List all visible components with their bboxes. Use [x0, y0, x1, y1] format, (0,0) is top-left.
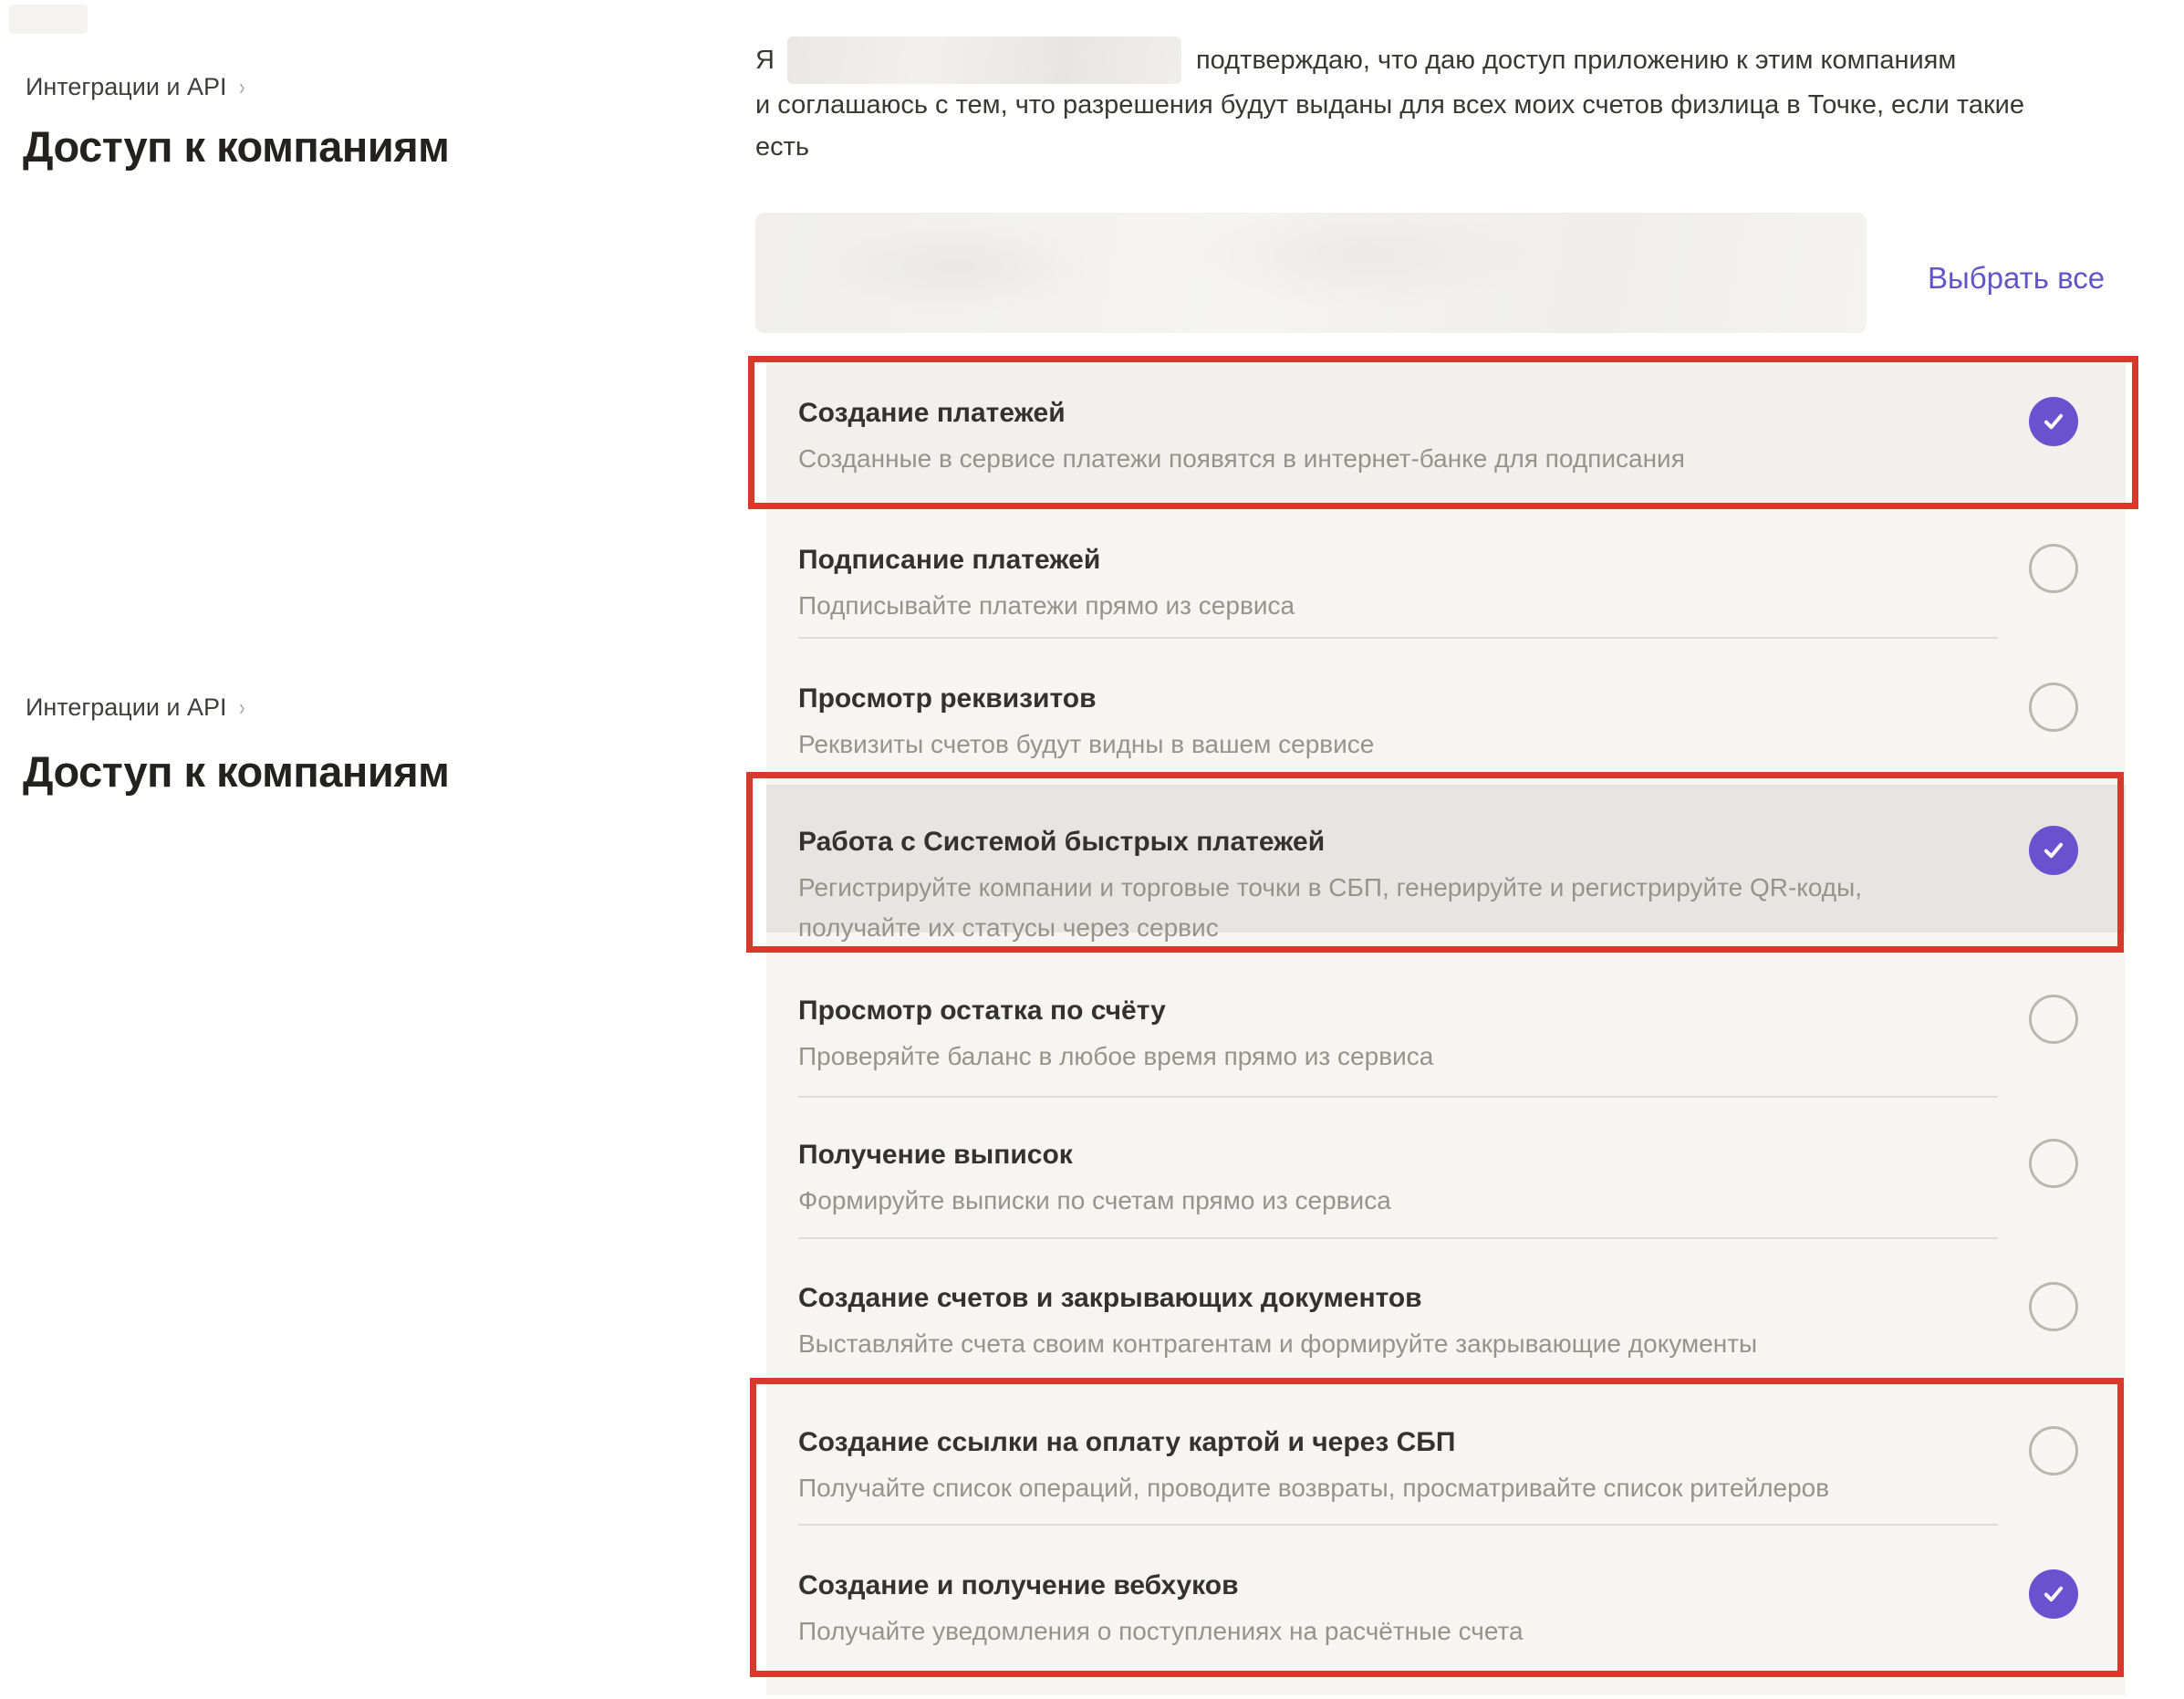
permission-title: Просмотр остатка по счёту: [798, 995, 1166, 1026]
permission-row[interactable]: [766, 1528, 2126, 1674]
permission-toggle[interactable]: [2029, 826, 2078, 875]
permission-row[interactable]: [766, 1382, 2126, 1526]
row-divider: [798, 1096, 1998, 1098]
permission-toggle[interactable]: [2029, 544, 2078, 593]
permission-toggle[interactable]: [2029, 397, 2078, 446]
permission-title: Работа с Системой быстрых платежей: [798, 827, 1326, 857]
row-divider: [798, 1237, 1998, 1239]
permission-description: Выставляйте счета своим контрагентам и формируйте закрывающие документы: [798, 1329, 1758, 1358]
permission-toggle[interactable]: [2029, 995, 2078, 1044]
permission-title: Создание и получение вебхуков: [798, 1570, 1239, 1600]
page-title: Доступ к компаниям: [23, 122, 450, 171]
permission-row[interactable]: [766, 954, 2126, 1098]
consent-line3: есть: [755, 132, 810, 162]
breadcrumb-label: Интеграции и API: [26, 693, 227, 721]
breadcrumb[interactable]: [26, 693, 245, 722]
redacted-user-name: [787, 36, 1181, 84]
permission-row[interactable]: [766, 785, 2126, 942]
permission-toggle[interactable]: [2029, 1426, 2078, 1475]
permission-description: Проверяйте баланс в любое время прямо из сервиса: [798, 1042, 1434, 1070]
check-icon: [2040, 837, 2067, 864]
chevron-right-icon: ›: [238, 693, 244, 721]
row-divider: [798, 1524, 1998, 1526]
permission-title: Получение выписок: [798, 1140, 1073, 1170]
check-icon: [2040, 408, 2067, 435]
redacted-company-bar[interactable]: [755, 213, 1867, 333]
consent-line1-prefix: Я: [755, 46, 775, 75]
permission-toggle[interactable]: [2029, 1282, 2078, 1331]
permission-description: Получайте уведомления о поступлениях на расчётные счета: [798, 1617, 1524, 1645]
consent-line1-suffix: подтверждаю, что даю доступ приложению к этим компаниям: [1195, 46, 1957, 75]
chevron-right-icon: ›: [238, 73, 244, 100]
permission-toggle[interactable]: [2029, 683, 2078, 732]
breadcrumb[interactable]: [26, 73, 245, 101]
permission-description: Формируйте выписки по счетам прямо из сервиса: [798, 1186, 1391, 1214]
permission-title: Подписание платежей: [798, 545, 1101, 575]
permission-description: Регистрируйте компании и торговые точки в СБП, генерируйте и регистрируйте QR-коды, получайте их статусы через сервис: [798, 873, 1863, 942]
redacted-top-left-chip: [9, 5, 88, 34]
permission-title: Создание платежей: [798, 398, 1066, 428]
permission-row[interactable]: [766, 507, 2126, 639]
consent-text: [755, 36, 2124, 168]
permission-row[interactable]: [766, 365, 2126, 507]
permission-title: Просмотр реквизитов: [798, 683, 1097, 714]
page-title: Доступ к компаниям: [23, 747, 450, 796]
select-all-link[interactable]: Выбрать все: [1928, 261, 2106, 295]
permission-row[interactable]: [766, 639, 2126, 772]
permission-title: Создание счетов и закрывающих документов: [798, 1283, 1422, 1313]
permission-row[interactable]: [766, 1100, 2126, 1239]
permission-description: Реквизиты счетов будут видны в вашем сервисе: [798, 730, 1375, 758]
check-icon: [2040, 1580, 2067, 1608]
permission-row[interactable]: [766, 1242, 2126, 1378]
permission-description: Получайте список операций, проводите возвраты, просматривайте список ритейлеров: [798, 1474, 1830, 1502]
breadcrumb-label: Интеграции и API: [26, 73, 227, 100]
permission-description: Созданные в сервисе платежи появятся в интернет-банке для подписания: [798, 444, 1685, 473]
permission-description: Подписывайте платежи прямо из сервиса: [798, 591, 1295, 620]
consent-line2: и соглашаюсь с тем, что разрешения будут выданы для всех моих счетов физлица в Точке, если такие: [755, 90, 2024, 120]
permission-toggle[interactable]: [2029, 1139, 2078, 1188]
permission-toggle[interactable]: [2029, 1569, 2078, 1619]
permission-title: Создание ссылки на оплату картой и через СБП: [798, 1427, 1456, 1457]
